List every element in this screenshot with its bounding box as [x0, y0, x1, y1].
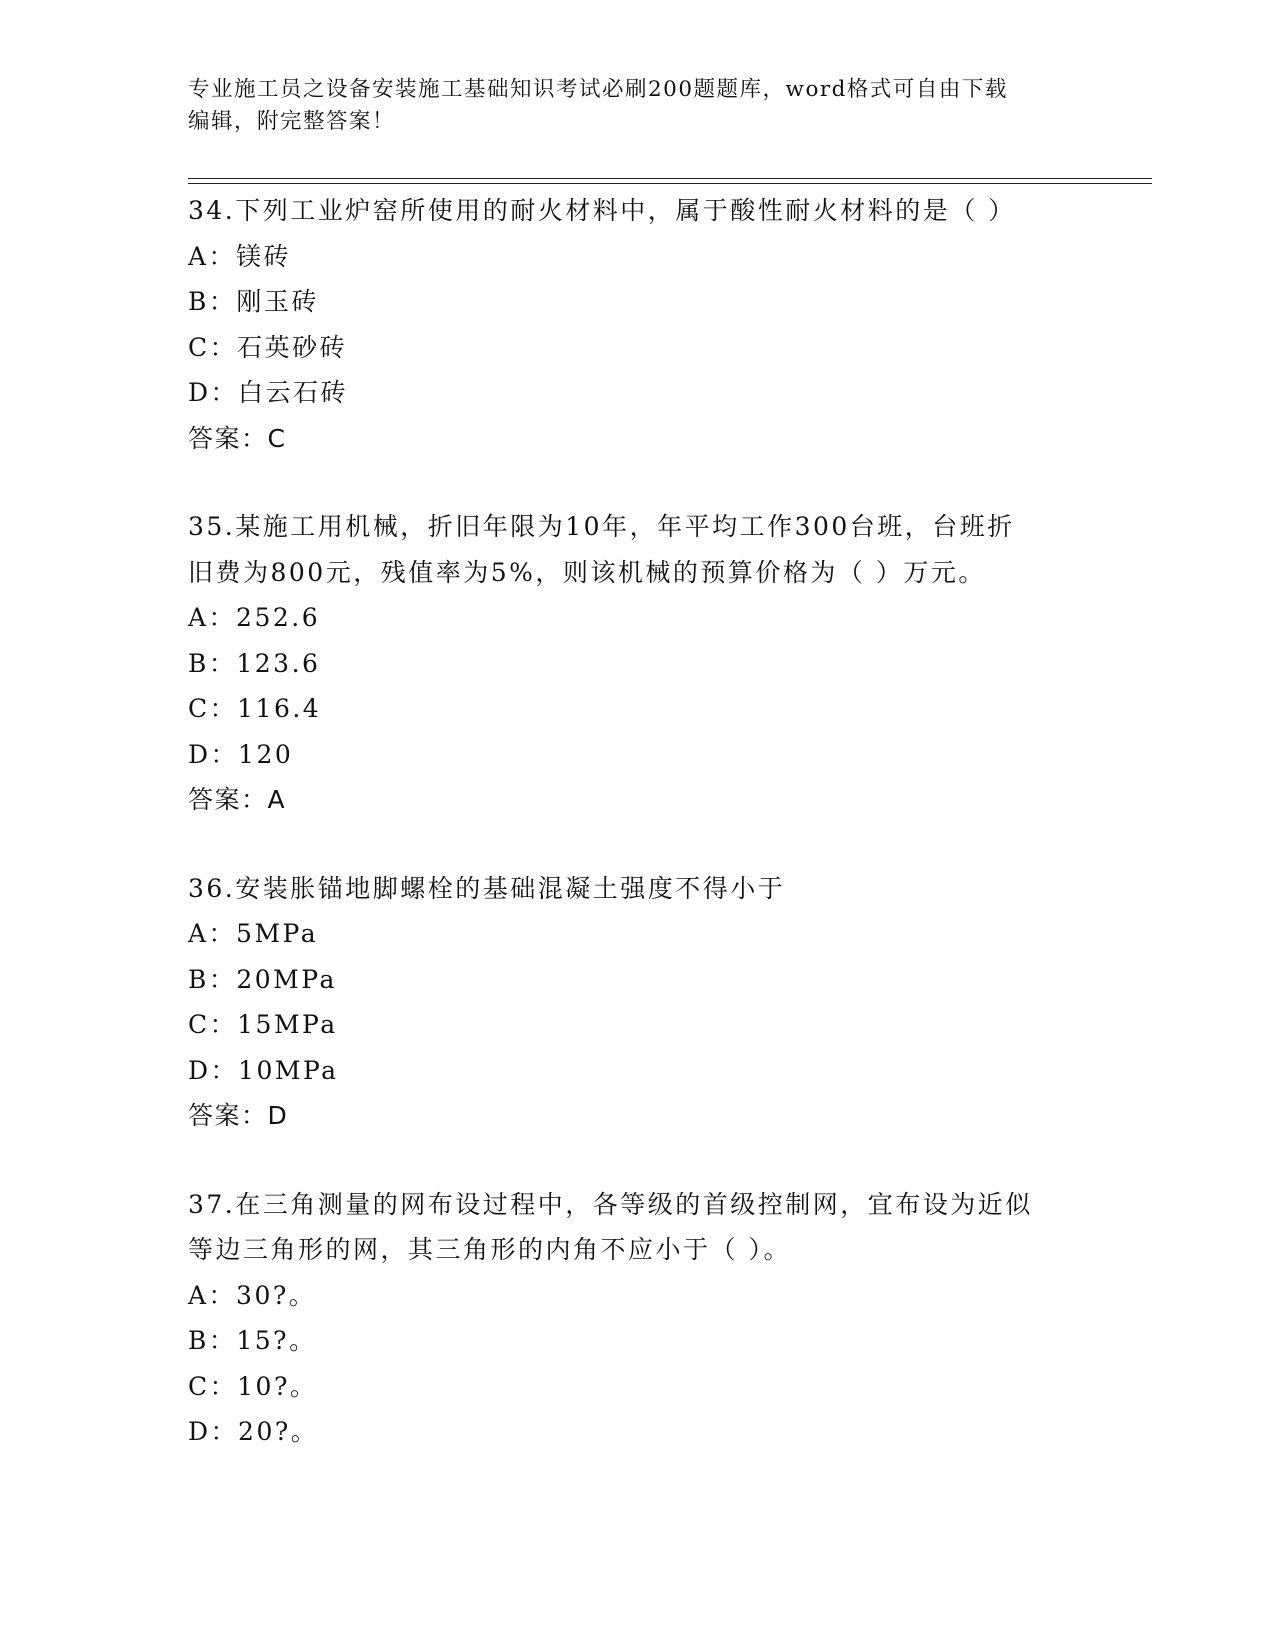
- answer: 答案：A: [188, 785, 287, 814]
- question-stem-continued: 等边三角形的网，其三角形的内角不应小于（ ）。: [188, 1235, 791, 1264]
- option-c: C：石英砂砖: [188, 332, 348, 362]
- header-divider-top: [188, 178, 1152, 179]
- option-d: D：10MPa: [188, 1055, 339, 1085]
- question-list: [188, 188, 1088, 1498]
- document-header: [188, 74, 1088, 138]
- answer: 答案：D: [188, 1101, 289, 1130]
- header-line-2: 编辑，附完整答案！: [188, 109, 396, 134]
- option-a: A：30?。: [188, 1280, 317, 1310]
- option-b: B：20MPa: [188, 964, 337, 994]
- question-37: [188, 1182, 1088, 1455]
- header-line-1: 专业施工员之设备安装施工基础知识考试必刷200题题库，word格式可自由下载: [188, 77, 1008, 102]
- question-stem: 37.在三角测量的网布设过程中，各等级的首级控制网，宜布设为近似: [188, 1189, 1033, 1219]
- option-d: D：20?。: [188, 1417, 319, 1446]
- option-d: D：白云石砖: [188, 378, 349, 407]
- question-stem: 35.某施工用机械，折旧年限为10年，年平均工作300台班，台班折: [188, 512, 1015, 541]
- option-d: D：120: [188, 739, 294, 769]
- question-stem-continued: 旧费为800元，残值率为5%，则该机械的预算价格为（ ）万元。: [188, 557, 986, 587]
- header-divider-bottom: [188, 183, 1152, 184]
- option-c: C：10?。: [188, 1371, 318, 1401]
- option-b: B：15?。: [188, 1326, 317, 1355]
- option-b: B：刚玉砖: [188, 287, 319, 316]
- question-36: [188, 866, 1088, 1139]
- option-b: B：123.6: [188, 648, 321, 678]
- question-stem: 36.安装胀锚地脚螺栓的基础混凝土强度不得小于: [188, 873, 786, 903]
- question-stem: 34.下列工业炉窑所使用的耐火材料中，属于酸性耐火材料的是（ ）: [188, 196, 1016, 225]
- option-a: A：252.6: [188, 603, 321, 632]
- option-a: A：5MPa: [188, 919, 319, 948]
- answer: 答案：C: [188, 423, 287, 453]
- question-34: [188, 188, 1088, 461]
- option-a: A：镁砖: [188, 241, 292, 271]
- question-35: [188, 504, 1088, 823]
- option-c: C：116.4: [188, 694, 322, 723]
- option-c: C：15MPa: [188, 1010, 338, 1039]
